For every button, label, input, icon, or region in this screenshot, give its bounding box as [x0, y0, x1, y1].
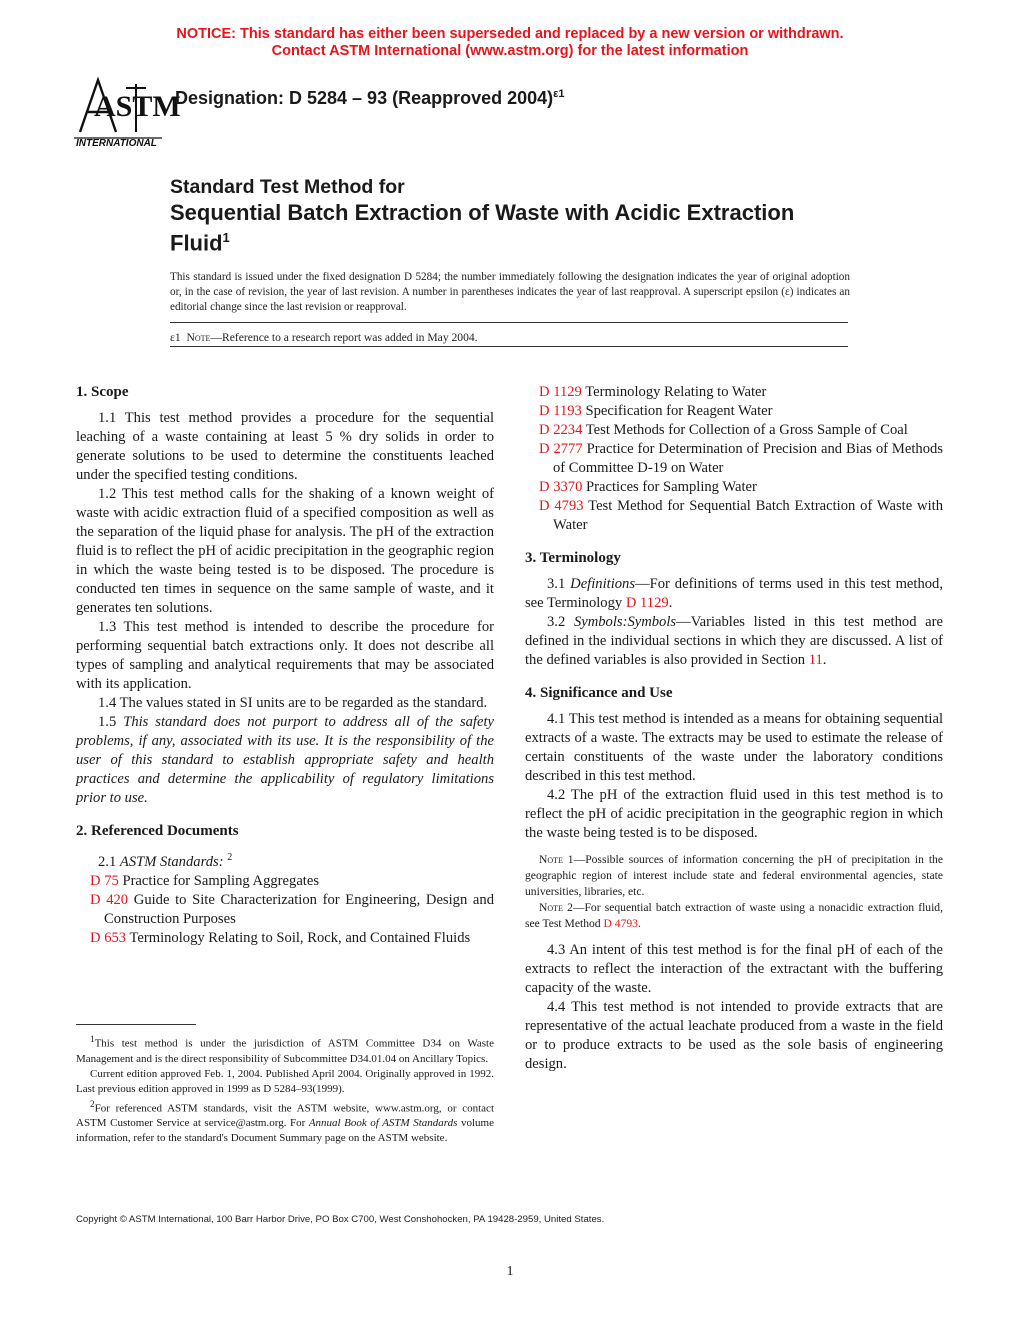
ref-link[interactable]: D 2777 — [539, 441, 583, 457]
para-2-1-num: 2.1 — [98, 853, 117, 870]
ref-item — [539, 402, 943, 421]
ref-title: Specification for Reagent Water — [585, 403, 773, 419]
astm-standards-sup: 2 — [227, 852, 233, 863]
ref-item — [539, 497, 943, 535]
note-2-link[interactable]: D 4793 — [603, 917, 638, 930]
note-2-text: —For sequential batch extraction of waste using a nonacidic extraction fluid, see Test Method — [525, 901, 944, 930]
footnote-rule — [76, 1024, 196, 1025]
section-significance-heading: 4. Significance and Use — [525, 685, 673, 701]
ref-item — [90, 872, 494, 891]
ref-item — [539, 478, 943, 497]
para-3-1-term: Definitions — [570, 576, 636, 592]
copyright: Copyright © ASTM International, 100 Barr Harbor Drive, PO Box C700, West Conshohocken, PA 19428-2959, United States. — [76, 1214, 605, 1225]
section-link[interactable]: 11 — [808, 652, 823, 668]
rule-top — [170, 322, 848, 323]
para-4-4: 4.4 This test method is not intended to provide extracts that are representative of the actual leachate produced from a waste in the field or to produce extracts to be used as the sole basis of engineering design. — [525, 999, 943, 1072]
epsilon-mark: ε1 — [170, 331, 181, 344]
ref-link[interactable]: D 420 — [90, 891, 129, 908]
para-3-2-term: Symbols:Symbols — [573, 614, 677, 630]
para-1-5 — [76, 713, 494, 808]
para-3-1-num: 3.1 — [547, 576, 566, 592]
editorial-note-text: —Reference to a research report was added in May 2004. — [210, 331, 478, 344]
designation-text: Designation: D 5284 – 93 (Reapproved 2004) — [175, 88, 554, 108]
ref-item — [539, 383, 943, 402]
footnotes — [76, 1032, 494, 1146]
page-number: 1 — [506, 1264, 514, 1279]
ref-title: Test Methods for Collection of a Gross Sample of Coal — [585, 422, 908, 438]
note-1-label: Note 1 — [539, 853, 574, 866]
ref-link[interactable]: D 4793 — [539, 498, 584, 514]
para-1-2: 1.2 This test method calls for the shaking of a known weight of waste with acidic extraction fluid of a specified composition as well as the separation of the liquid phase for analysis. The pH of the extraction fluid is to reflect the pH of acidic precipitation in the geographic region in which the waste being tested is to be disposed. The procedure is conducted ten times in sequence on the same sample of waste, and it generates ten solutions. — [76, 486, 494, 616]
para-3-1-text: —For definitions of terms used in this test method, see Terminology — [525, 576, 943, 611]
note-1-text: —Possible sources of information concerning the pH of precipitation in the geographic region of interest include state and federal environmental agencies, state universities, libraries, etc. — [525, 853, 943, 898]
para-1-3: 1.3 This test method is intended to describe the procedure for performing sequential batch extractions only. It does not describe all types of sampling and analytical requirements that may be associated with its application. — [76, 619, 494, 692]
astm-logo-icon — [72, 72, 181, 152]
astm-logo — [72, 72, 181, 152]
footnote-2-text-b: volume information, refer to the standard's Document Summary page on the ASTM website. — [76, 1117, 494, 1145]
title-line-1: Standard Test Method for — [170, 176, 405, 198]
logo-letters: ASTM — [94, 90, 181, 123]
document-title — [170, 175, 870, 255]
issued-statement: This standard is issued under the fixed designation D 5284; the number immediately following the designation indicates the year of original adoption or, in the case of revision, the year of last revision. A number in parentheses indicates the year of last reapproval. A superscript epsilon (ε) indicates an editorial change since the last revision or reapproval. — [170, 271, 850, 313]
title-line-3: Fluid — [170, 230, 223, 256]
note-2-label: Note 2 — [539, 901, 573, 914]
terminology-link[interactable]: D 1129 — [625, 595, 669, 611]
para-3-1: 3.1 Definitions—For definitions of terms used in this test method, see Terminology D 1129. — [525, 576, 943, 611]
ref-link[interactable]: D 2234 — [539, 422, 583, 438]
footnote-1 — [76, 1032, 494, 1067]
notice-line-1: NOTICE: This standard has either been superseded and replaced by a new version or withdrawn. — [176, 26, 844, 42]
footnote-1-mark: 1 — [90, 1034, 95, 1044]
para-2-1 — [76, 848, 494, 872]
section-terminology-heading: 3. Terminology — [525, 550, 621, 566]
footnote-1-edition: Current edition approved Feb. 1, 2004. Published April 2004. Originally approved in 1992. Last previous edition approved in 1999 as D 5284–93(1999). — [76, 1067, 494, 1095]
title-line-2: Sequential Batch Extraction of Waste with Acidic Extraction — [170, 200, 795, 225]
supersede-notice — [0, 26, 1020, 60]
ref-link[interactable]: D 653 — [90, 929, 127, 946]
ref-title: Practices for Sampling Water — [586, 479, 757, 495]
para-1-4: 1.4 The values stated in SI units are to be regarded as the standard. — [98, 695, 488, 711]
editorial-note — [170, 331, 478, 344]
footnote-1-text: This test method is under the jurisdiction of ASTM Committee D34 on Waste Management and is the direct responsibility of Subcommittee D34.01.04 on Ancillary Topics. — [76, 1037, 494, 1065]
ref-title: Terminology Relating to Water — [585, 384, 767, 400]
footnote-2-text-a: For referenced ASTM standards, visit the ASTM website, www.astm.org, or contact ASTM Customer Service at service@astm.org. For — [76, 1102, 494, 1130]
ref-title: Practice for Determination of Precision and Bias of Methods of Committee D-19 on Water — [553, 441, 943, 476]
title-footnote-mark: 1 — [222, 230, 230, 245]
designation-superscript: ε1 — [553, 88, 565, 100]
ref-link[interactable]: D 75 — [90, 872, 119, 889]
left-column — [76, 383, 494, 948]
ref-link[interactable]: D 1129 — [539, 384, 582, 400]
ref-item — [539, 440, 943, 478]
para-3-2: 3.2 Symbols:Symbols—Variables listed in this test method are defined in the individual sections in which they are discussed. A list of the defined variables is also provided in Section 11. — [525, 614, 943, 668]
para-3-2-text: —Variables listed in this test method are defined in the individual sections in which they are discussed. A list of the defined variables is also provided in Section — [525, 614, 943, 668]
ref-item — [539, 421, 943, 440]
rule-bottom — [170, 346, 848, 347]
ref-title: Practice for Sampling Aggregates — [122, 872, 320, 889]
footnote-2-italic: Annual Book of ASTM Standards — [308, 1117, 458, 1130]
ref-item — [90, 929, 494, 948]
designation — [175, 88, 564, 109]
ref-title: Terminology Relating to Soil, Rock, and Contained Fluids — [129, 929, 471, 946]
para-4-3: 4.3 An intent of this test method is for the final pH of each of the extracts to reflect the interaction of the extractant with the buffering capacity of the waste. — [525, 942, 943, 996]
section-refdocs-heading: 2. Referenced Documents — [76, 823, 239, 839]
right-column — [525, 383, 943, 1074]
para-1-5-text: This standard does not purport to address all of the safety problems, if any, associated with its use. It is the responsibility of the user of this standard to establish appropriate safety and health practices and determine the applicability of regulatory limitations prior to use. — [76, 714, 494, 806]
note-label: Note — [186, 331, 211, 344]
ref-item — [90, 891, 494, 929]
ref-link[interactable]: D 1193 — [539, 403, 582, 419]
logo-subtitle: INTERNATIONAL — [76, 138, 157, 149]
para-4-1: 4.1 This test method is intended as a means for obtaining sequential extracts of a waste. The extracts may be used to estimate the release of certain constituents of the waste under the laboratory conditions described in this test method. — [525, 711, 943, 784]
para-1-5-num: 1.5 — [98, 714, 117, 730]
note-1 — [525, 852, 943, 900]
notice-line-2: Contact ASTM International (www.astm.org) for the latest information — [271, 43, 749, 59]
footnote-2-mark: 2 — [90, 1098, 95, 1109]
para-3-2-num: 3.2 — [547, 614, 566, 630]
ref-title: Test Method for Sequential Batch Extraction of Waste with Water — [553, 498, 943, 533]
para-4-2: 4.2 The pH of the extraction fluid used in this test method is to reflect the pH of acidic precipitation in the geographic region in which the waste being tested is to be disposed. — [525, 787, 943, 841]
notes-block — [525, 852, 943, 932]
footnote-2 — [76, 1097, 494, 1147]
note-2: Note 2—For sequential batch extraction of waste using a nonacidic extraction fluid, see Test Method D 4793. — [525, 901, 944, 930]
section-scope-heading: 1. Scope — [76, 384, 129, 400]
astm-standards-label: ASTM Standards: — [119, 853, 224, 870]
para-1-1: 1.1 This test method provides a procedure for the sequential leaching of a waste containing at least 5 % dry solids in order to generate solutions to be used to determine the constituents leached under the specified testing conditions. — [76, 410, 494, 483]
ref-title: Guide to Site Characterization for Engineering, Design and Construction Purposes — [104, 891, 494, 927]
ref-link[interactable]: D 3370 — [539, 479, 583, 495]
